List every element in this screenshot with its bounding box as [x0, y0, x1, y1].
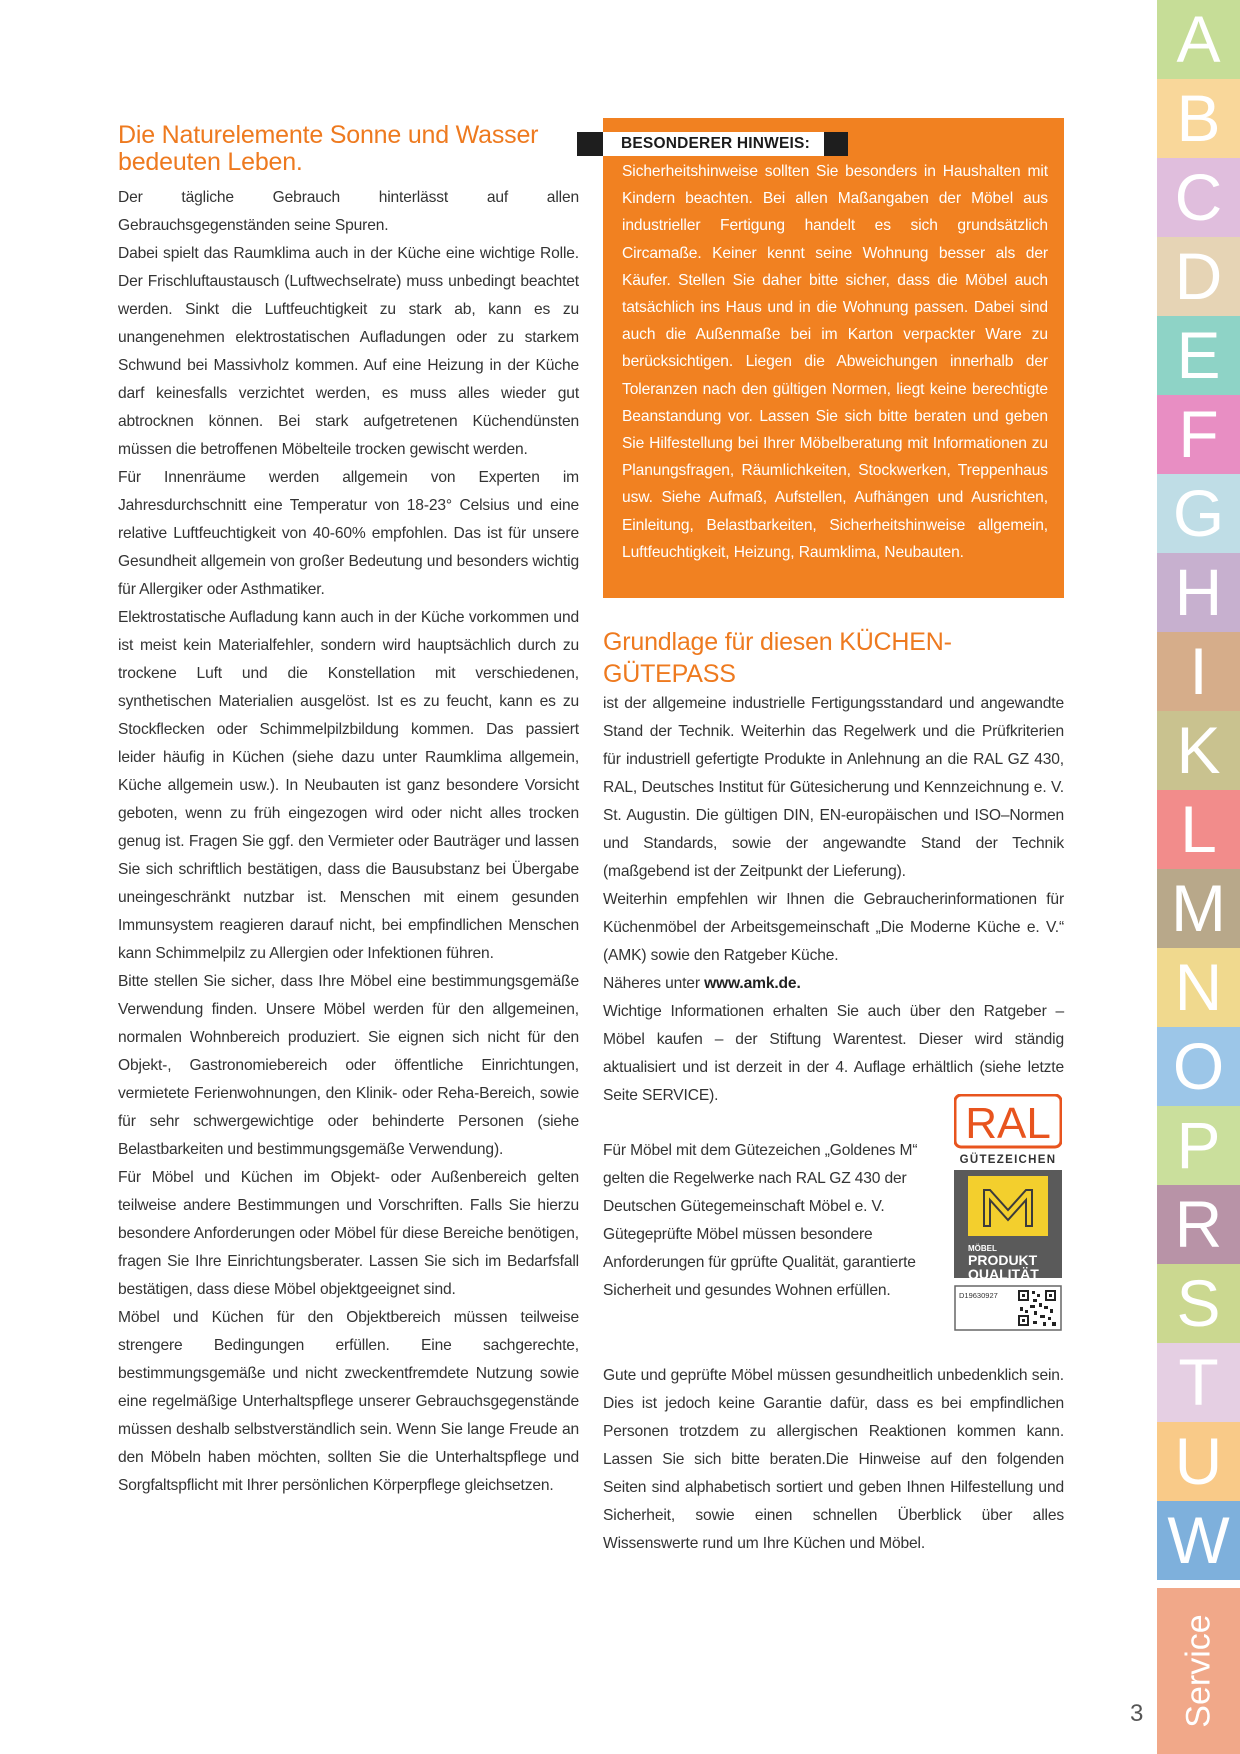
tab-service-label: Service [1179, 1614, 1217, 1728]
notice-body: Sicherheitshinweise sollten Sie besonders in Haushalten mit Kindern beachten. Bei allen Maßangaben der Möbel aus industrieller Fertigung handelt es sich grundsätzlich Circamaße. Keiner kennt seine Wohnung besser als der Käufer. Stellen Sie daher bitte sicher, dass die Möbel auch tatsächlich ins Haus und in die Wohnung passen. Dabei sind auch die Außenmaße bei im Karton verpackter Ware zu berücksichtigen. Liegen die Abweichungen innerhalb der Toleranzen nach den gültigen Normen, liegt keine berechtigte Beanstandung vor. Lassen Sie sich bitte beraten und geben Sie Hilfestellung bei Ihrer Möbelberatung mit Informationen zu Planungsfragen, Räumlichkeiten, Stockwerken, Treppenhaus usw. Siehe Aufmaß, Aufstellen, Aufhängen und Ausrichten, Einleitung, Belastbarkeiten, Sicherheitshinweise allgemein, Luftfeuchtigkeit, Heizung, Raumklima, Neubauten. [622, 163, 1048, 561]
right-paragraph-3 [603, 970, 1064, 998]
alphabet-tab-bar [1157, 0, 1240, 1754]
right-paragraph-2: Weiterhin empfehlen wir Ihnen die Gebraucherinformationen für Küchenmöbel der Arbeitsgemeinschaft „Die Moderne Küche e. V.“ (AMK) sowie den Ratgeber Küche. [603, 891, 1064, 964]
left-paragraph: Für Möbel und Küchen im Objekt- oder Außenbereich gelten teilweise andere Bestimmungen und Vorschriften. Falls Sie hierzu besondere Anforderungen oder Möbel für diese Bereiche benötigen, fragen Sie Ihre Einrichtungsberater. Lassen Sie sich im Bedarfsfall bestätigen, dass diese Möbel objektgeeignet sind. [118, 1169, 579, 1298]
tab-s[interactable]: S [1157, 1264, 1240, 1343]
left-paragraph: Dabei spielt das Raumklima auch in der Küche eine wichtige Rolle. Der Frischluftaustausch (Luftwechselrate) muss unbedingt beachtet werden. Sinkt die Luftfeuchtigkeit zu stark ab, kann es zu unangenehmen elektrostatischen Aufladungen oder zu starkem Schwund bei Massivholz kommen. Auf eine Heizung in der Küche darf keinesfalls verzichtet werden, es muss alles wieder gut abtrocknen können. Bei stark aufgetretenen Küchendünsten müssen die betroffenen Möbelteile trocken gewischt werden. [118, 245, 579, 458]
golden-m-square [968, 1176, 1048, 1236]
right-paragraph-5: Gute und geprüfte Möbel müssen gesundheitlich unbedenklich sein. Dies ist jedoch keine Garantie dafür, dass es bei empfindlichen Personen trotzdem zu allergischen Reaktionen kommen kann. Lassen Sie sich bitte beraten.Die Hinweise auf den folgenden Seiten sind alphabetisch sortiert und geben Ihnen Hilfestellung und Sicherheit, sowie einen schnellen Überblick über alles Wissenswerte rund um Ihre Küchen und Möbel. [603, 1367, 1064, 1552]
tab-r[interactable]: R [1157, 1185, 1240, 1264]
right-section [603, 626, 1064, 1110]
tab-o[interactable]: O [1157, 1027, 1240, 1106]
tab-w[interactable]: W [1157, 1501, 1240, 1580]
tab-i[interactable]: I [1157, 632, 1240, 711]
tab-a[interactable]: A [1157, 0, 1240, 79]
certificate-code: D19630927 [959, 1291, 998, 1300]
left-paragraphs [118, 184, 579, 1500]
qr-code-icon [1018, 1290, 1056, 1326]
left-heading: Die Naturelemente Sonne und Wasser bedeuten Leben. [118, 121, 539, 176]
tab-c[interactable]: C [1157, 158, 1240, 237]
closing-section [603, 1362, 1064, 1558]
tab-h[interactable]: H [1157, 553, 1240, 632]
notice-box [603, 118, 1064, 598]
left-paragraph: Elektrostatische Aufladung kann auch in der Küche vorkommen und ist meist kein Materialfehler, sondern wird hauptsächlich durch zu trockene Luft und die Konstellation mit verschiedenen, synthetischen Materialien ausgelöst. Ist es zu feucht, kann es zu Stockflecken oder Schimmelpilzbildung kommen. Das passiert leider häufig in Küchen (siehe dazu unter Raumklima allgemein, Küche allgemein usw.). In Neubauten ist ganz besondere Vorsicht geboten, wenn zu früh eingezogen wird oder nicht alles trocken genug ist. Fragen Sie ggf. den Vermieter oder Bauträger und lassen Sie sich schriftlich bestätigen, dass die Bausubstanz bei Übergabe uneingeschränkt nutzbar ist. Menschen mit einem gesunden Immunsystem reagieren darauf nicht, bei empfindlichen Menschen kann Schimmelpilz zu Allergien oder Infektionen führen. [118, 609, 579, 962]
tab-n[interactable]: N [1157, 948, 1240, 1027]
produkt-label: PRODUKT [968, 1252, 1038, 1268]
ral-quality-seal [954, 1094, 1062, 1354]
tab-e[interactable]: E [1157, 316, 1240, 395]
tab-p[interactable]: P [1157, 1106, 1240, 1185]
tab-t[interactable]: T [1157, 1343, 1240, 1422]
tab-m[interactable]: M [1157, 869, 1240, 948]
left-paragraph: Für Innenräume werden allgemein von Experten im Jahresdurchschnitt eine Temperatur von 18-23° Celsius und eine relative Luftfeuchtigkeit von 40-60% empfohlen. Das ist für unsere Gesundheit allgemein von großer Bedeutung und besonders wichtig für Allergiker oder Asthmatiker. [118, 469, 579, 598]
tab-u[interactable]: U [1157, 1422, 1240, 1501]
moebel-label: MÖBEL [968, 1244, 997, 1253]
notice-title-bar [577, 132, 848, 156]
right-paragraph-4: Wichtige Informationen erhalten Sie auch über den Ratgeber – Möbel kaufen – der Stiftung Warentest. Dieser wird ständig aktualisiert und ist derzeit in der 4. Auflage erhältlich (siehe letzte Seite SERVICE). [603, 1003, 1064, 1104]
tab-f[interactable]: F [1157, 395, 1240, 474]
left-paragraph: Möbel und Küchen für den Objektbereich müssen teilweise strengere Bedingungen erfüllen. Eine sachgerechte, bestimmungsgemäße und nicht zweckentfremdete Nutzung sowie eine regelmäßige Unterhaltspflege unserer Gebrauchsgegenstände müssen deshalb selbstverständlich sein. Wenn Sie lange Freude an den Möbeln haben möchten, sollten Sie die Unterhaltspflege und Sorgfaltspflicht mit Ihrer persönlichen Körperpflege gleichsetzen. [118, 1309, 579, 1494]
ral-wordmark: RAL [965, 1099, 1051, 1148]
tab-k[interactable]: K [1157, 711, 1240, 790]
tab-b[interactable]: B [1157, 79, 1240, 158]
more-info-label: Näheres unter [603, 975, 705, 992]
tab-g[interactable]: G [1157, 474, 1240, 553]
tab-service[interactable] [1157, 1588, 1240, 1754]
left-paragraph: Bitte stellen Sie sicher, dass Ihre Möbel eine bestimmungsgemäße Verwendung finden. Unsere Möbel werden für den allgemeinen, normalen Wohnbereich produziert. Sie eignen sich nicht für den Objekt-, Gastronomiebereich oder öffentliche Einrichtungen, vermietete Ferienwohnungen, den Klinik- oder Reha-Bereich, sowie für sehr schwergewichtige oder behinderte Personen (siehe Belastbarkeiten und bestimmungsgemäße Verwendung). [118, 973, 579, 1158]
ral-description: Für Möbel mit dem Gütezeichen „Goldenes M“ gelten die Regelwerke nach RAL GZ 430 der Deutschen Gütegemeinschaft Möbel e. V. Gütegeprüfte Möbel müssen besondere Anforderungen für gprüfte Qualität, garantierte Sicherheit und gesundes Wohnen erfüllen. [603, 1142, 918, 1299]
notice-title: BESONDERER HINWEIS: [621, 135, 810, 152]
tab-d[interactable]: D [1157, 237, 1240, 316]
qualitaet-label: QUALITÄT [968, 1266, 1039, 1282]
page-number: 3 [1130, 1700, 1144, 1727]
left-column [118, 122, 579, 1500]
left-paragraph: Der tägliche Gebrauch hinterlässt auf allen Gebrauchsgegenständen seine Spuren. [118, 189, 579, 234]
tab-l[interactable]: L [1157, 790, 1240, 869]
right-heading: Grundlage für diesen KÜCHEN-GÜTEPASS [603, 628, 952, 688]
amk-link[interactable]: www.amk.de. [704, 975, 801, 992]
right-paragraph-1: ist der allgemeine industrielle Fertigungsstandard und angewandte Stand der Technik. Weiterhin das Regelwerk und die Prüfkriterien für industriell gefertigte Produkte in Anlehnung an die RAL GZ 430, RAL, Deutsches Institut für Gütesicherung und Kennzeichnung e. V. St. Augustin. Die gültigen DIN, EN-europäischen und ISO–Normen und Standards, sowie der angewandte Stand der Technik (maßgebend ist der Zeitpunkt der Lieferung). [603, 695, 1064, 880]
ral-guetezeichen: GÜTEZEICHEN [959, 1154, 1057, 1166]
